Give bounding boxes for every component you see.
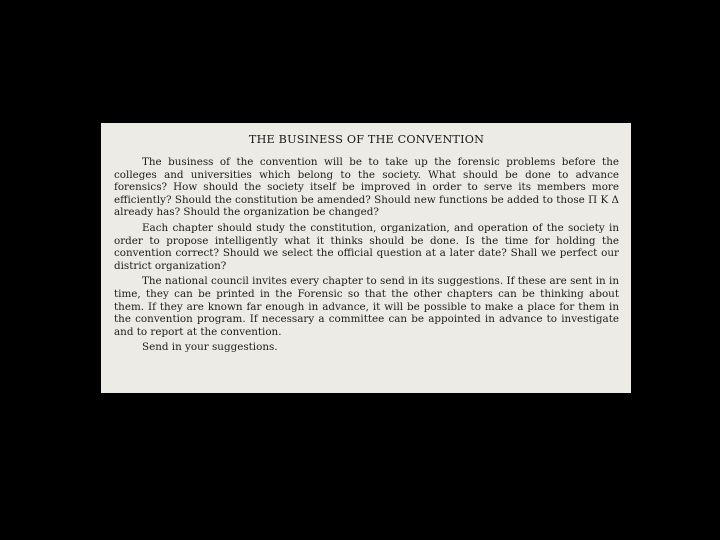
article-paragraph-2: Each chapter should study the constitution, organization, and operation of the society in order to propose intelligently what it thinks should be done. Is the time for holding the convention correct? Should we select the official question at a later date? Shall we perfect our district organization? <box>114 221 619 272</box>
article-paragraph-3: The national council invites every chapter to send in its suggestions. If these are sent in in time, they can be printed in the Forensic so that the other chapters can be thinking about them. If they are known far enough in advance, it will be possible to make a place for them in the convention program. If necessary a committee can be appointed in advance to investigate and to report at the convention. <box>114 275 619 338</box>
article-title: THE BUSINESS OF THE CONVENTION <box>248 133 485 146</box>
article-paragraph-1: The business of the convention will be to take up the forensic problems before the colleges and universities which belong to the society. What should be done to advance forensics? How should the society itself be improved in order to serve its members more efficiently? Should the constitution be amended? Should new functions be added to those Π K Δ already has? Should the organization be changed? <box>114 156 619 219</box>
article-paragraph-4: Send in your suggestions. <box>142 341 278 354</box>
newspaper-clipping <box>101 123 631 393</box>
